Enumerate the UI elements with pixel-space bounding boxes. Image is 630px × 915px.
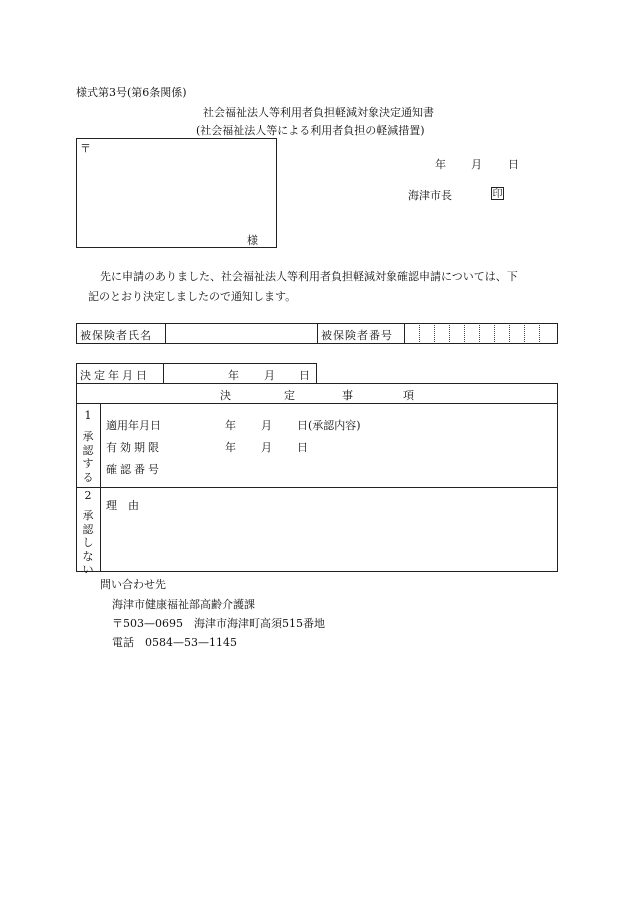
contact-department: 海津市健康福祉部高齢介護課 [112, 598, 255, 611]
decision-header-char-2: 定 [284, 389, 295, 402]
document-title: 社会福祉法人等利用者負担軽減対象決定通知書 [203, 106, 434, 119]
confirmation-number-label: 確認番号 [106, 463, 162, 476]
insured-number-label: 被保険者番号 [321, 329, 393, 342]
applicable-date-label: 適用年月日 [106, 419, 161, 432]
applicable-day: 日 [297, 419, 308, 432]
decision-date-label: 決定年月日 [80, 369, 150, 382]
contact-address: 〒503—0695 海津市海津町高須515番地 [112, 617, 325, 630]
body-text-line2: 記のとおり決定しましたので通知します。 [88, 290, 297, 303]
approve-label: 承認する [82, 430, 94, 484]
validity-day: 日 [297, 441, 308, 454]
body-text-line1: 先に申請のありました、社会福祉法人等利用者負担軽減対象確認申請については、下 [100, 270, 518, 283]
approve-number: 1 [84, 409, 92, 422]
decision-year: 年 [228, 369, 239, 382]
reason-label: 理 由 [106, 499, 139, 512]
form-number: 様式第3号(第6条関係) [76, 86, 187, 99]
validity-month: 月 [261, 441, 272, 454]
decision-header-char-3: 事 [342, 389, 353, 402]
date-month: 月 [471, 158, 482, 171]
reject-number: 2 [84, 489, 92, 502]
validity-year: 年 [225, 441, 236, 454]
validity-period-label: 有効期限 [106, 441, 162, 454]
postal-mark: 〒 [80, 142, 91, 155]
date-year: 年 [435, 158, 446, 171]
decision-table [76, 383, 558, 572]
applicable-month: 月 [261, 419, 272, 432]
contact-phone: 電話 0584—53—1145 [112, 636, 237, 649]
seal-mark: 印 [492, 189, 503, 200]
issuer-name: 海津市長 [408, 189, 452, 202]
document-subtitle: (社会福祉法人等による利用者負担の軽減措置) [196, 124, 425, 137]
honorific: 様 [247, 234, 258, 247]
date-day: 日 [508, 158, 519, 171]
decision-day: 日 [299, 369, 310, 382]
contact-heading: 問い合わせ先 [100, 578, 166, 591]
applicable-year: 年 [225, 419, 236, 432]
decision-header-char-1: 決 [220, 389, 231, 402]
reject-label: 承認しない [82, 509, 94, 576]
insured-name-label: 被保険者氏名 [80, 329, 152, 342]
approval-content-note: (承認内容) [308, 419, 361, 432]
decision-month: 月 [264, 369, 275, 382]
decision-header-char-4: 項 [403, 389, 414, 402]
